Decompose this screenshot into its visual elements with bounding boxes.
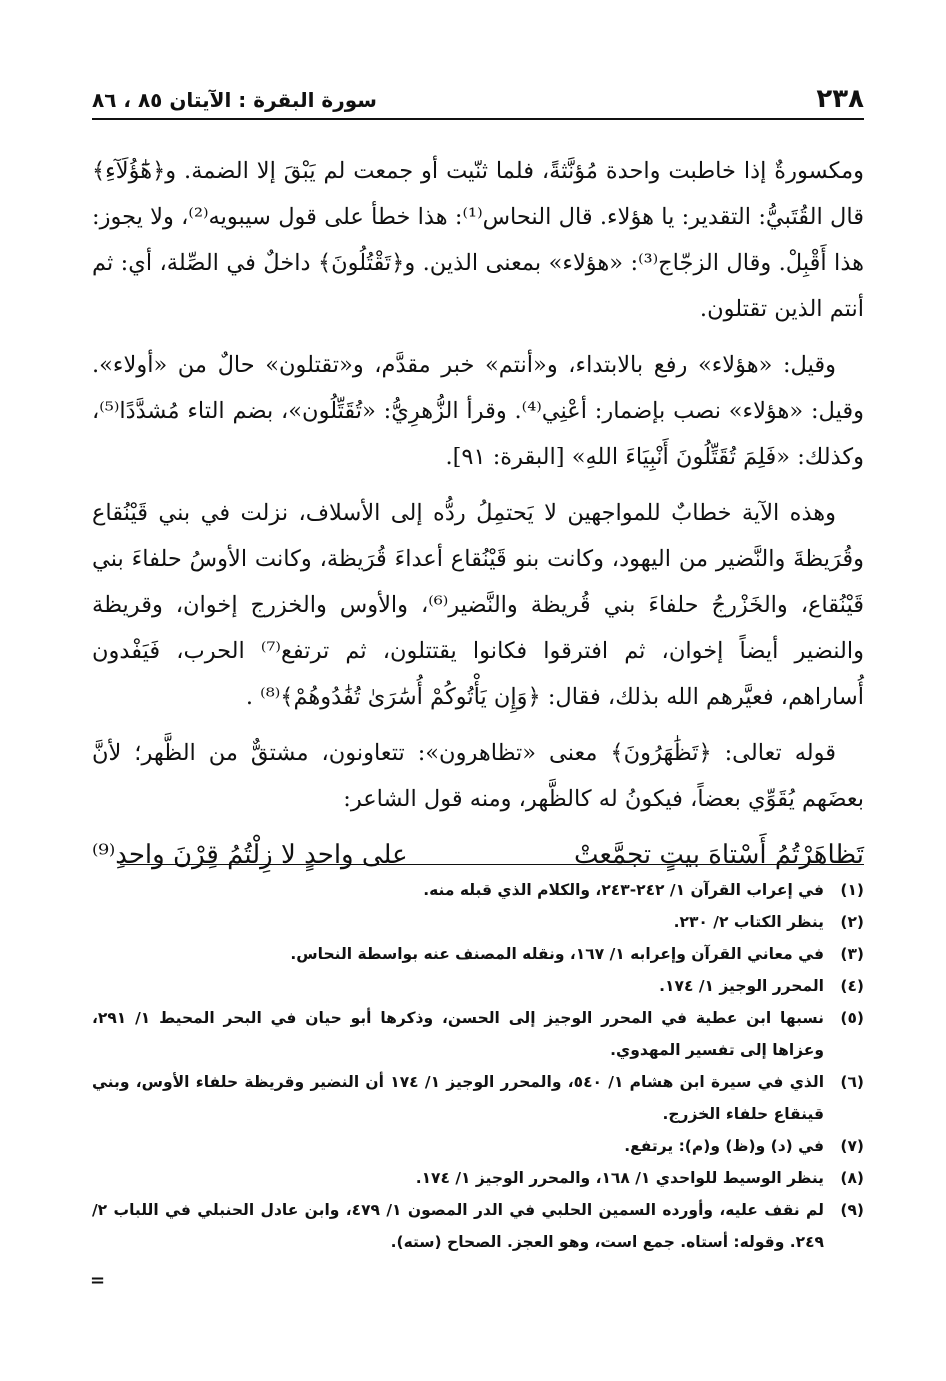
footnote-divider <box>120 864 864 865</box>
footnote-text: لم نقف عليه، وأورده السمين الحلبي في الدر المصون ١/ ٤٧٩، وابن عادل الحنبلي في اللباب ٢/ ٢٤٩. وقوله: أستاه. جمع است، وهو العجز. الصحاح (سته). <box>92 1201 824 1251</box>
footnote <box>92 1162 864 1194</box>
footnote <box>92 1002 864 1066</box>
footnote-number: (٥) <box>840 1009 864 1027</box>
footnote-text: في (د) و(ظ) و(م): يرتفع. <box>624 1137 824 1155</box>
paragraph: وقيل: «هؤلاء» رفع بالابتداء، و«أنتم» خبر مقدَّم، و«تقتلون» حالٌ من «أولاء». وقيل: «هؤلاء» نصب بإضمار: أعْنِي⁽⁴⁾. وقرأ الزُّهرِيُّ: «تُقَتِّلُون»، بضم التاء مُشدَّدًا⁽⁵⁾، وكذلك: «فَلِمَ تُقَتِّلُونَ أَنْبِيَاءَ اللهِ» [البقرة: ٩١]. <box>92 352 864 470</box>
footnote-number: (٣) <box>840 945 864 963</box>
page-header <box>92 78 864 120</box>
page-number: ٢٣٨ <box>816 84 864 114</box>
paragraph: ومكسورةٌ إذا خاطبت واحدة مُؤنَّثةً، فلما ثنّيت أو جمعت لم يَبْقَ إلا الضمة. و﴿هَٰٓؤُلَآءِ﴾ قال القُتَبيُّ: التقدير: يا هؤلاء. قال النحاس⁽¹⁾: هذا خطأ على قول سيبويه⁽²⁾، ولا يجوز: هذا أَقْبِلْ. وقال الزجّاج⁽³⁾: «هؤلاء» بمعنى الذين. و﴿تَقْتُلُونَ﴾ داخلٌ في الصِّلة، أي: ثم أنتم الذين تقتلون. <box>92 158 864 322</box>
footnote <box>92 970 864 1002</box>
footnote <box>92 874 864 906</box>
verse-first-hemistich: تَظاهَرْتُمُ أَسْتاهَ بيتٍ تجمَّعتْ <box>573 840 864 870</box>
main-text <box>92 148 864 878</box>
footnote-text: الذي في سيرة ابن هشام ١/ ٥٤٠، والمحرر الوجيز ١/ ١٧٤ أن النضير وقريظة حلفاء الأوس، وبني قينقاع حلفاء الخزرج. <box>92 1073 825 1123</box>
footnote-text: في إعراب القرآن ١/ ٢٤٢-٢٤٣، والكلام الذي قبله منه. <box>423 881 824 899</box>
footnote-number: (٧) <box>840 1137 864 1155</box>
footnote-number: (٩) <box>840 1201 864 1219</box>
footnote-number: (١) <box>840 881 864 899</box>
footnote <box>92 1130 864 1162</box>
footnote-text: ينظر الكتاب ٢/ ٢٣٠. <box>673 913 824 931</box>
footnote-text: ينظر الوسيط للواحدي ١/ ١٦٨، والمحرر الوجيز ١/ ١٧٤. <box>415 1169 824 1187</box>
footnote-text: المحرر الوجيز ١/ ١٧٤. <box>659 977 824 995</box>
paragraph: وهذه الآية خطابٌ للمواجهين لا يَحتمِلُ ردُّه إلى الأسلاف، نزلت في بني قَيْنُقاع وقُرَيظةَ والنَّضير من اليهود، وكانت بنو قَيْنُقاع أعداءَ قُرَيظة، وكانت الأوسُ حلفاءَ بني قَيْنُقاع، والخَزْرجُ حلفاءَ بني قُريظة والنَّضير⁽⁶⁾، والأوس والخزرج إخوان، وقريظة والنضير أيضاً إخوان، ثم افترقوا فكانوا يقتتلون، ثم ترتفع⁽⁷⁾ الحرب، فَيَفْدون أُساراهم، فعيَّرهم الله بذلك، فقال: ﴿وَإِن يَأْتُوكُمْ أُسَٰرَىٰ تُفَٰدُوهُمْ﴾⁽⁸⁾ . <box>92 500 864 710</box>
continuation-mark: = <box>90 1270 106 1291</box>
verse-second-hemistich: على واحدٍ لا زِلْتُمُ قِرْنَ واحدِ⁽⁹⁾ <box>92 840 408 870</box>
running-title: سورة البقرة : الآيتان ٨٥ ، ٨٦ <box>92 88 377 112</box>
footnote-text: نسبها ابن عطية في المحرر الوجيز إلى الحسن، وذكرها أبو حيان في البحر المحيط ١/ ٢٩١، وعزاها إلى تفسير المهدوي. <box>92 1009 825 1059</box>
footnotes <box>92 874 864 1258</box>
paragraph: قوله تعالى: ﴿تَظَٰهَرُونَ﴾ معنى «تظاهرون»: تتعاونون، مشتقٌّ من الظَّهر؛ لأنَّ بعضَهم يُقَوِّي بعضاً، فيكونُ له كالظَّهر، ومنه قول الشاعر: <box>92 740 864 812</box>
footnote-text: في معاني القرآن وإعرابه ١/ ١٦٧، ونقله المصنف عنه بواسطة النحاس. <box>290 945 824 963</box>
footnote <box>92 1194 864 1258</box>
footnote-number: (٢) <box>840 913 864 931</box>
poetry-verse <box>92 832 864 878</box>
footnote-number: (٤) <box>840 977 864 995</box>
footnote-number: (٨) <box>840 1169 864 1187</box>
footnote <box>92 1066 864 1130</box>
footnote <box>92 938 864 970</box>
footnote-number: (٦) <box>840 1073 864 1091</box>
footnote <box>92 906 864 938</box>
